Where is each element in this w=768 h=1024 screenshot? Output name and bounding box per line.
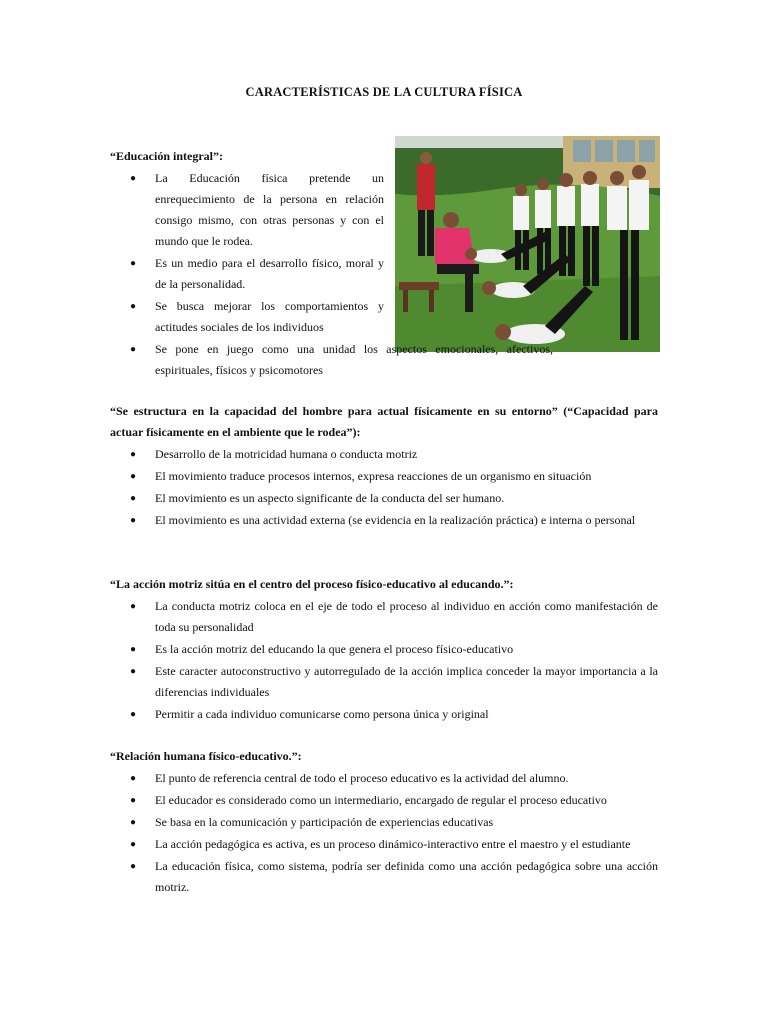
bullet-icon: ● [130, 258, 137, 269]
list-item: ● La conducta motriz coloca en el eje de todo el proceso al individuo en acción como manifestación de toda su personalidad [110, 596, 658, 638]
bullet-icon: ● [130, 301, 137, 312]
list-item: ● Se pone en juego como una unidad los aspectos emocionales, afectivos, espirituales, físicos y psicomotores [110, 339, 553, 381]
bullet-icon: ● [130, 773, 137, 784]
list-item: ● La acción pedagógica es activa, es un proceso dinámico-interactivo entre el maestro y el estudiante [110, 834, 658, 855]
bullet-icon: ● [130, 449, 137, 460]
bullet-list [110, 168, 658, 381]
list-item: ● El educador es considerado como un intermediario, encargado de regular el proceso educativo [110, 790, 658, 811]
bullet-icon: ● [130, 344, 137, 355]
bullet-icon: ● [130, 173, 137, 184]
bullet-icon: ● [130, 644, 137, 655]
bullet-icon: ● [130, 817, 137, 828]
section-heading: “Educación integral”: [110, 149, 223, 163]
section-accion-motriz [110, 574, 658, 725]
bullet-list [110, 768, 658, 898]
list-item: ● La educación física, como sistema, podría ser definida como una acción pedagógica sobre una acción motriz. [110, 856, 658, 898]
section-educacion-integral [110, 146, 658, 381]
list-item: ● El punto de referencia central de todo el proceso educativo es la actividad del alumno. [110, 768, 658, 789]
list-item: ● Se basa en la comunicación y participación de experiencias educativas [110, 812, 658, 833]
page-title: CARACTERÍSTICAS DE LA CULTURA FÍSICA [245, 85, 523, 99]
bullet-icon: ● [130, 839, 137, 850]
list-item: ● El movimiento traduce procesos internos, expresa reacciones de un organismo en situación [110, 466, 658, 487]
list-item: ● Es un medio para el desarrollo físico, moral y de la personalidad. [110, 253, 384, 295]
bullet-icon: ● [130, 515, 137, 526]
bullet-icon: ● [130, 493, 137, 504]
bullet-icon: ● [130, 795, 137, 806]
list-item: ● El movimiento es una actividad externa (se evidencia en la realización práctica) e interna o personal [110, 510, 658, 531]
bullet-icon: ● [130, 709, 137, 720]
bullet-list [110, 596, 658, 725]
list-item: ● La Educación física pretende un enrequecimiento de la persona en relación consigo mismo, con otras personas y con el mundo que le rodea. [110, 168, 384, 252]
section-heading: “La acción motriz sitúa en el centro del proceso físico-educativo al educando.”: [110, 577, 514, 591]
list-item: ● Este caracter autoconstructivo y autorregulado de la acción implica conceder la mayor importancia a la diferencias individuales [110, 661, 658, 703]
bullet-icon: ● [130, 601, 137, 612]
list-item: ● El movimiento es un aspecto significante de la conducta del ser humano. [110, 488, 658, 509]
list-item: ● Es la acción motriz del educando la que genera el proceso físico-educativo [110, 639, 658, 660]
list-item: ● Se busca mejorar los comportamientos y actitudes sociales de los individuos [110, 296, 384, 338]
bullet-list [110, 444, 658, 531]
section-heading: “Se estructura en la capacidad del hombre para actual físicamente en su entorno” (“Capacidad para actuar físicamente en el ambiente que le rodea”): [110, 404, 658, 439]
bullet-icon: ● [130, 861, 137, 872]
section-heading: “Relación humana físico-educativo.”: [110, 749, 302, 763]
list-item: ● Permitir a cada individuo comunicarse como persona única y original [110, 704, 658, 725]
section-relacion-humana [110, 746, 658, 898]
section-capacidad-fisica [110, 401, 658, 531]
bullet-icon: ● [130, 471, 137, 482]
bullet-icon: ● [130, 666, 137, 677]
list-item: ● Desarrollo de la motricidad humana o conducta motriz [110, 444, 658, 465]
